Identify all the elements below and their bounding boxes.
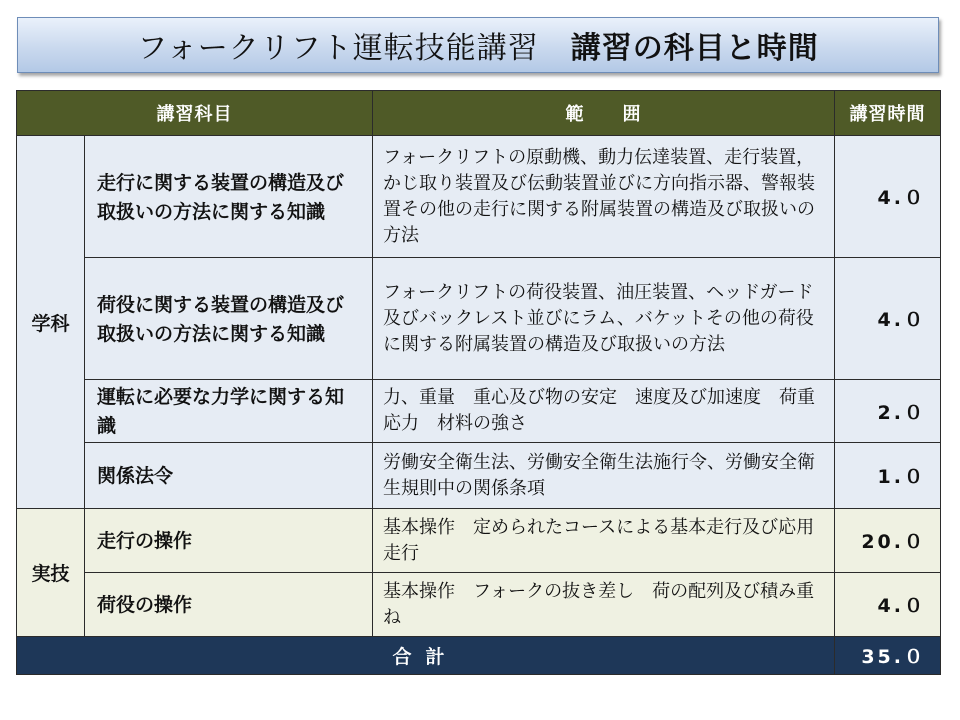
range-cell: 基本操作 フォークの抜き差し 荷の配列及び積み重ね bbox=[373, 573, 835, 637]
header-hours: 講習時間 bbox=[835, 91, 941, 136]
title-sub: 講習の科目と時間 bbox=[570, 31, 819, 66]
table-row bbox=[17, 573, 941, 637]
hours-cell: 20.０ bbox=[835, 509, 941, 573]
hours-cell: 4.０ bbox=[835, 573, 941, 637]
hours-cell: 4.０ bbox=[835, 258, 941, 380]
total-hours: 35.０ bbox=[835, 637, 941, 675]
hours-cell: 1.０ bbox=[835, 443, 941, 509]
header-subject: 講習科目 bbox=[17, 91, 373, 136]
range-cell: 基本操作 定められたコースによる基本走行及び応用走行 bbox=[373, 509, 835, 573]
title-banner bbox=[17, 17, 939, 73]
category-jitsugi: 実技 bbox=[17, 509, 85, 637]
category-gakka: 学科 bbox=[17, 136, 85, 509]
table-header-row bbox=[17, 91, 941, 136]
total-label: 合計 bbox=[17, 637, 835, 675]
table-row bbox=[17, 380, 941, 443]
range-cell: 力、重量 重心及び物の安定 速度及び加速度 荷重 応力 材料の強さ bbox=[373, 380, 835, 443]
table-row bbox=[17, 509, 941, 573]
table-row bbox=[17, 258, 941, 380]
subject-cell: 荷役の操作 bbox=[85, 573, 373, 637]
subject-cell: 関係法令 bbox=[85, 443, 373, 509]
range-cell: フォークリフトの荷役装置、油圧装置、ヘッドガード及びバックレスト並びにラム、バケットその他の荷役に関する附属装置の構造及び取扱いの方法 bbox=[373, 258, 835, 380]
header-range: 範 囲 bbox=[373, 91, 835, 136]
page-title bbox=[137, 23, 819, 67]
table-row bbox=[17, 136, 941, 258]
total-row bbox=[17, 637, 941, 675]
hours-cell: 4.０ bbox=[835, 136, 941, 258]
title-main: フォークリフト運転技能講習 bbox=[137, 31, 539, 66]
subject-cell: 走行の操作 bbox=[85, 509, 373, 573]
range-cell: フォークリフトの原動機、動力伝達装置、走行装置，かじ取り装置及び伝動装置並びに方向指示器、警報装置その他の走行に関する附属装置の構造及び取扱いの方法 bbox=[373, 136, 835, 258]
range-cell: 労働安全衛生法、労働安全衛生法施行令、労働安全衛生規則中の関係条項 bbox=[373, 443, 835, 509]
table-row bbox=[17, 443, 941, 509]
subject-cell: 運転に必要な力学に関する知識 bbox=[85, 380, 373, 443]
subject-cell: 荷役に関する装置の構造及び取扱いの方法に関する知識 bbox=[85, 258, 373, 380]
curriculum-table bbox=[16, 90, 941, 675]
subject-cell: 走行に関する装置の構造及び取扱いの方法に関する知識 bbox=[85, 136, 373, 258]
hours-cell: 2.０ bbox=[835, 380, 941, 443]
